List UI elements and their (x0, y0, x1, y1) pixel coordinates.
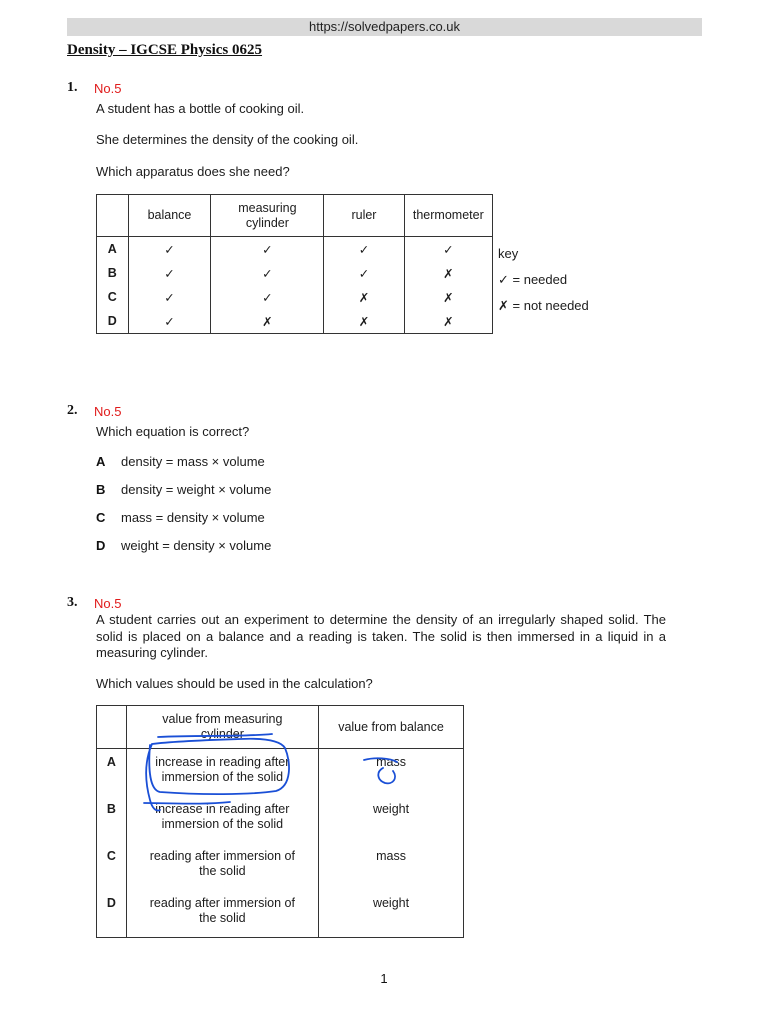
table-cell: ✓ (324, 237, 404, 262)
header-balance: balance (128, 195, 211, 237)
option-label: C (96, 510, 106, 525)
row-label: C (97, 843, 127, 890)
table-row (97, 237, 493, 262)
table-corner-cell (97, 195, 129, 237)
question-2-number: 2. (67, 403, 78, 418)
key-needed: ✓ = needed (498, 272, 568, 287)
question-3-paragraph: A student carries out an experiment to determine the density of an irregularly shaped solid. The solid is placed on a balance and a reading is taken. The solid is then immersed in a liquid in a measuring cylinder. (96, 612, 666, 660)
table-cell: ✗ (404, 261, 492, 285)
document-title: Density – IGCSE Physics 0625 (67, 42, 263, 58)
table-cell: mass (319, 843, 464, 890)
table-cell: reading after immersion of the solid (126, 843, 318, 890)
table-cell: ✗ (324, 309, 404, 334)
table-cell: weight (319, 890, 464, 938)
key-title: key (498, 246, 519, 261)
question-3-text: Which values should be used in the calculation? (96, 676, 373, 691)
option-text: density = mass × volume (121, 454, 265, 469)
table-row (97, 285, 493, 309)
table-cell: ✓ (211, 261, 324, 285)
question-3-tag: No.5 (94, 596, 122, 611)
table-cell: increase in reading after immersion of the solid (126, 749, 318, 797)
option-text: weight = density × volume (121, 538, 272, 553)
table-row (97, 309, 493, 334)
apparatus-table (96, 194, 493, 334)
table-cell: ✗ (404, 285, 492, 309)
table-cell: ✓ (128, 237, 211, 262)
table-cell: mass (319, 749, 464, 797)
table-cell: ✓ (211, 285, 324, 309)
header-measuring-cylinder: measuring cylinder (211, 195, 324, 237)
table-cell: increase in reading after immersion of the solid (126, 796, 318, 843)
table-row (97, 796, 464, 843)
row-label: D (97, 309, 129, 334)
table-row (97, 843, 464, 890)
question-1-number: 1. (67, 80, 78, 95)
table-row (97, 261, 493, 285)
table-cell: reading after immersion of the solid (126, 890, 318, 938)
question-2-tag: No.5 (94, 404, 122, 419)
header-thermometer: thermometer (404, 195, 492, 237)
table-cell: ✓ (404, 237, 492, 262)
table-cell: weight (319, 796, 464, 843)
option-label: A (96, 454, 106, 469)
question-1-line-3: Which apparatus does she need? (96, 164, 290, 179)
row-label: A (97, 237, 129, 262)
key-not-needed: ✗ = not needed (498, 298, 589, 313)
row-label: C (97, 285, 129, 309)
table-row (97, 890, 464, 938)
table-cell: ✓ (128, 309, 211, 334)
option-label: D (96, 538, 106, 553)
table-corner-cell (97, 706, 127, 749)
table-cell: ✓ (128, 285, 211, 309)
header-ruler: ruler (324, 195, 404, 237)
option-text: mass = density × volume (121, 510, 265, 525)
question-2-text: Which equation is correct? (96, 424, 250, 439)
table-cell: ✗ (211, 309, 324, 334)
row-label: B (97, 796, 127, 843)
values-table (96, 705, 464, 938)
header-cylinder-value: value from measuring cylinder (126, 706, 318, 749)
table-cell: ✓ (324, 261, 404, 285)
question-3-number: 3. (67, 595, 78, 610)
table-cell: ✗ (404, 309, 492, 334)
option-text: density = weight × volume (121, 482, 272, 497)
question-1-line-1: A student has a bottle of cooking oil. (96, 101, 305, 116)
question-1-line-2: She determines the density of the cooking oil. (96, 132, 359, 147)
row-label: D (97, 890, 127, 938)
page-number: 1 (380, 971, 388, 986)
row-label: A (97, 749, 127, 797)
row-label: B (97, 261, 129, 285)
question-1-tag: No.5 (94, 81, 122, 96)
source-url-bar: https://solvedpapers.co.uk (67, 18, 702, 36)
option-label: B (96, 482, 106, 497)
table-row (97, 749, 464, 797)
table-cell: ✓ (211, 237, 324, 262)
table-cell: ✗ (324, 285, 404, 309)
table-cell: ✓ (128, 261, 211, 285)
header-balance-value: value from balance (319, 706, 464, 749)
